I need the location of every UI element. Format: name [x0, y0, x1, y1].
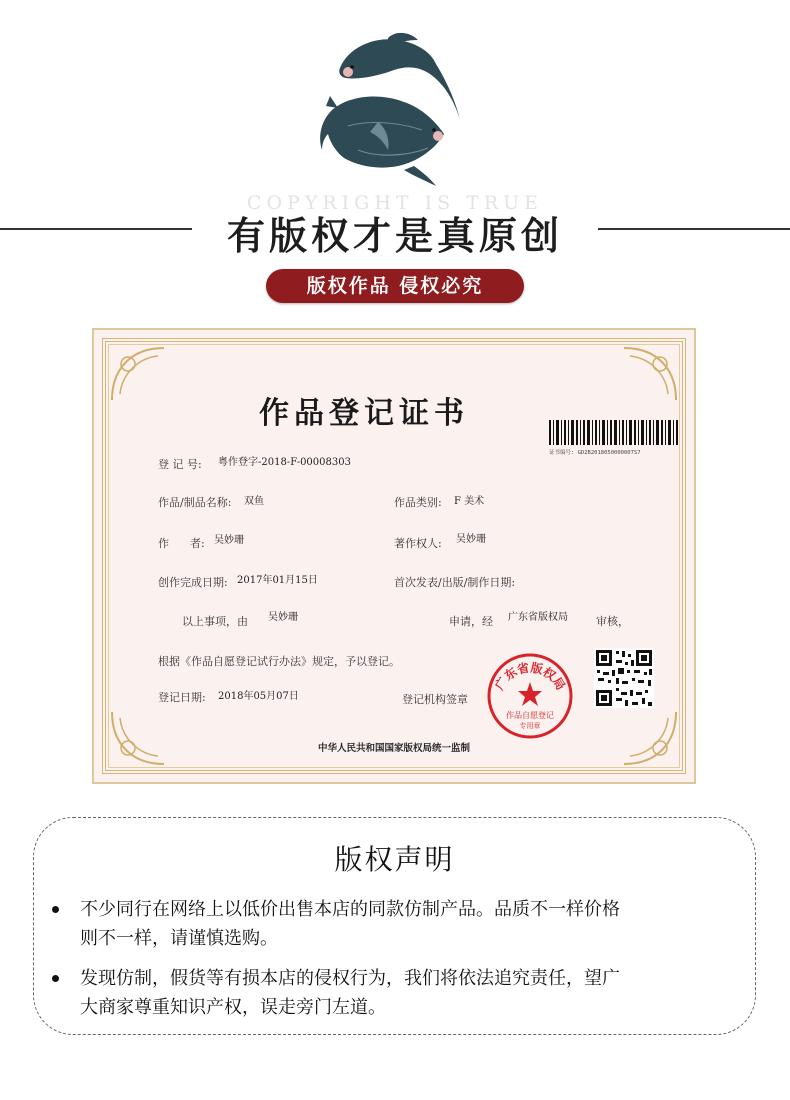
certificate-title: 作品登记证书 — [259, 396, 469, 431]
statement-item — [80, 895, 730, 953]
statement-item-line: 大商家尊重知识产权，误走旁门左道。 — [80, 997, 386, 1018]
statement-title: 版权声明 — [334, 843, 455, 876]
reg-no-value: 粤作登字-2018-F-00008303 — [218, 457, 351, 468]
category-label: 作品类别: — [394, 496, 442, 509]
statement-item-line: 发现仿制，假货等有损本店的侵权行为，我们将依法追究责任，望广 — [80, 968, 620, 989]
page-title: 有版权才是真原创 — [226, 213, 563, 258]
copyright-statement-box — [33, 817, 756, 1035]
publish-date-label: 首次发表/出版/制作日期: — [394, 576, 516, 589]
author-label: 作 者: — [158, 537, 205, 550]
completion-date-value: 2017年01月15日 — [237, 575, 318, 586]
copyright-certificate — [92, 328, 696, 784]
author-value: 吴妙珊 — [214, 535, 244, 546]
statement-applicant: 吴妙珊 — [268, 612, 298, 623]
work-name-label: 作品/制品名称: — [158, 496, 232, 509]
statement-item — [80, 964, 730, 1022]
reg-no-label: 登 记 号: — [158, 458, 202, 471]
reg-date-label: 登记日期: — [158, 691, 206, 704]
corner-ornament-icon — [108, 708, 168, 768]
statement-middle: 申请，经 — [449, 615, 493, 628]
official-seal-icon — [486, 652, 574, 740]
statement-suffix: 审核， — [596, 615, 629, 628]
statement-prefix: 以上事项，由 — [182, 615, 248, 628]
english-subtitle: COPYRIGHT IS TRUE — [246, 192, 544, 214]
statement-item-line: 则不一样，请谨慎选购。 — [80, 928, 278, 949]
seal-label: 登记机构签章 — [402, 693, 468, 706]
svg-text:作品自愿登记: 作品自愿登记 — [506, 711, 554, 720]
owner-value: 吴妙珊 — [456, 534, 486, 545]
issuing-authority: 中华人民共和国国家版权局统一监制 — [317, 743, 470, 754]
corner-ornament-icon — [620, 708, 680, 768]
work-name-value: 双鱼 — [244, 496, 264, 507]
completion-date-label: 创作完成日期: — [158, 576, 228, 589]
owner-label: 著作权人: — [394, 537, 442, 550]
svg-text:广东省版权局: 广东省版权局 — [492, 660, 568, 693]
statement-organization: 广东省版权局 — [508, 612, 568, 623]
statement-item-line: 不少同行在网络上以低价出售本店的同款仿制产品。品质不一样价格 — [80, 899, 620, 920]
warning-badge: 版权作品 侵权必究 — [266, 269, 524, 303]
rule-text: 根据《作品自愿登记试行办法》规定，予以登记。 — [158, 655, 400, 668]
barcode-icon — [549, 420, 679, 445]
certificate-number: 证书编号: GD2B2018050000007S7 — [549, 450, 641, 456]
category-value: F 美术 — [454, 496, 485, 507]
double-fish-logo — [318, 30, 468, 190]
bullet-icon — [52, 975, 59, 982]
bullet-icon — [52, 906, 59, 913]
svg-text:专用章: 专用章 — [519, 722, 541, 730]
reg-date-value: 2018年05月07日 — [218, 691, 299, 702]
qr-code-icon — [594, 648, 654, 708]
